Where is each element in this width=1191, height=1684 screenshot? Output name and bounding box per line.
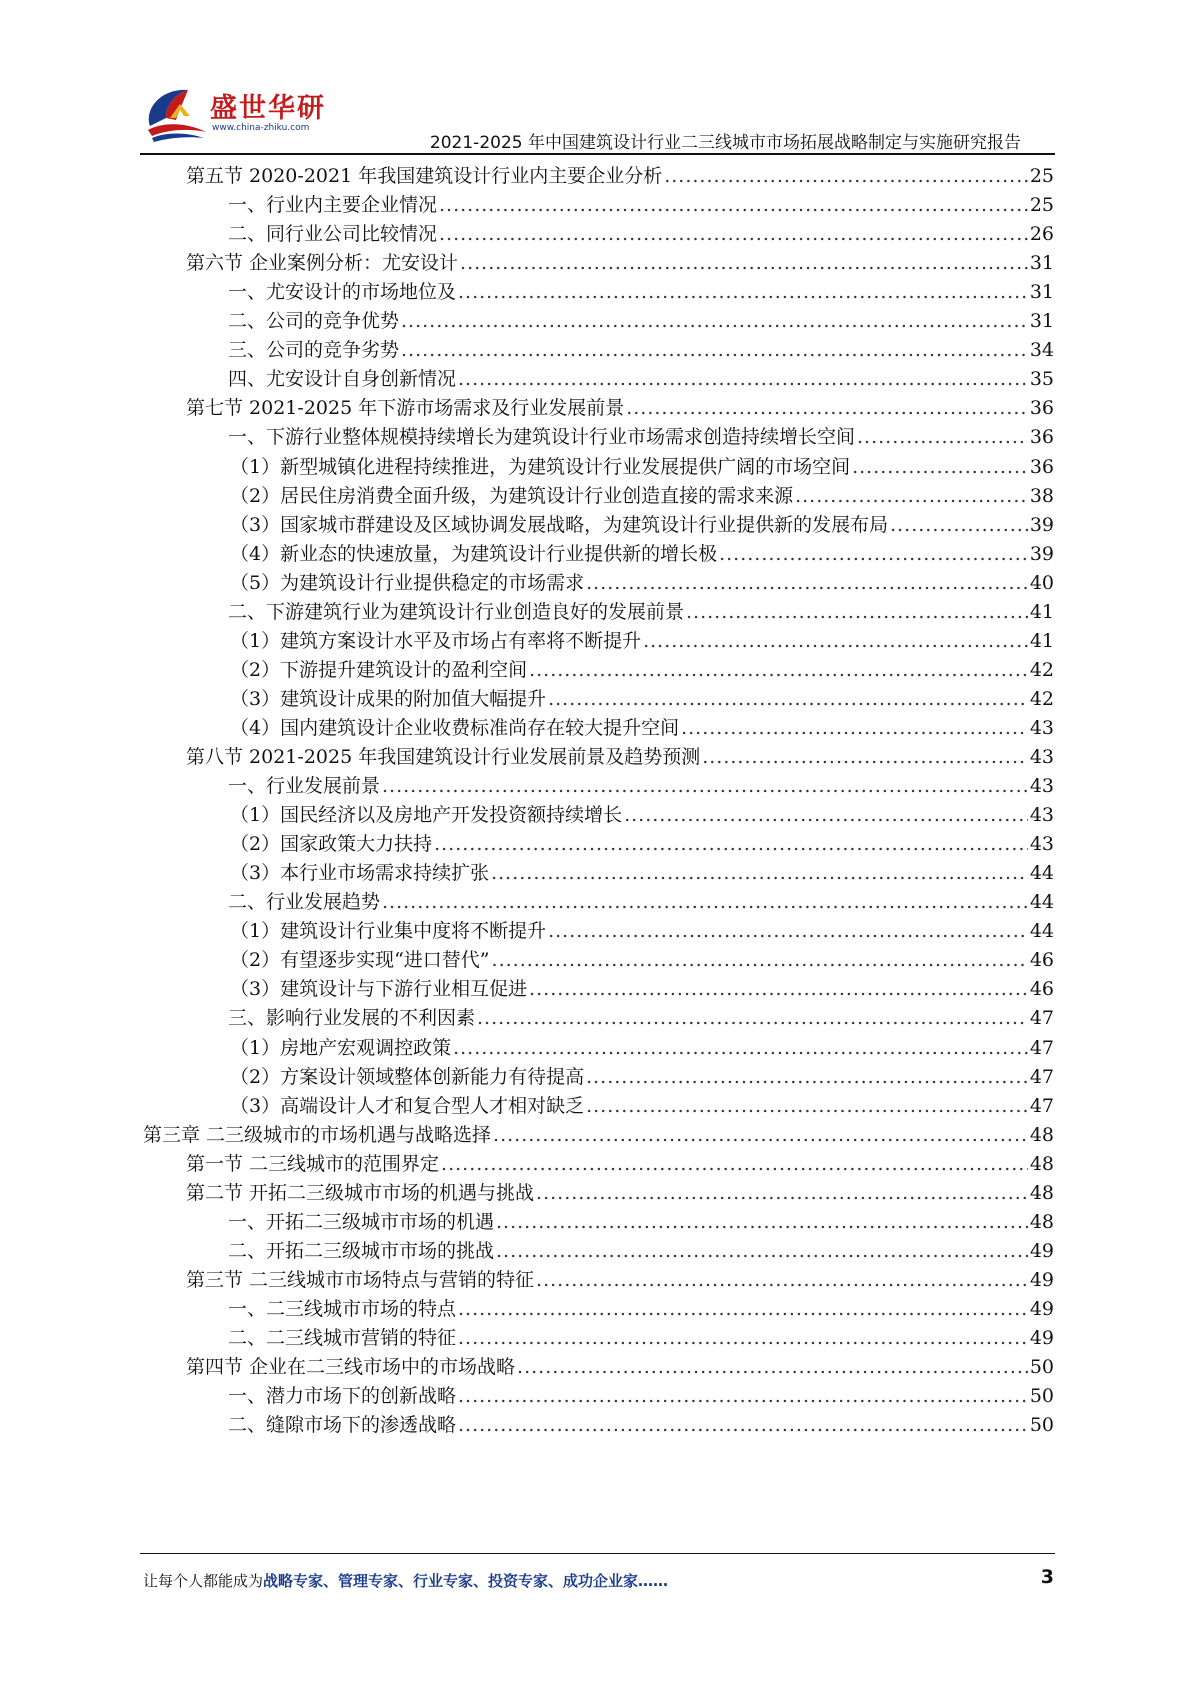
toc-entry-title: 三、公司的竞争劣势 xyxy=(228,339,400,362)
toc-leader-dots xyxy=(517,1352,1028,1382)
toc-leader-dots xyxy=(536,1178,1028,1208)
toc-entry[interactable] xyxy=(230,974,1054,1004)
toc-leader-dots xyxy=(458,1410,1028,1440)
toc-leader-dots xyxy=(434,829,1028,859)
toc-entry[interactable] xyxy=(228,335,1054,365)
toc-entry-title: （3）建筑设计成果的附加值大幅提升 xyxy=(230,687,547,710)
footer-slogan xyxy=(143,1570,668,1591)
toc-entry-title: 一、下游行业整体规模持续增长为建筑设计行业市场需求创造持续增长空间 xyxy=(228,426,856,449)
toc-entry[interactable] xyxy=(228,422,1054,452)
toc-leader-dots xyxy=(458,1294,1028,1324)
toc-leader-dots xyxy=(586,1091,1028,1121)
toc-entry-page: 50 xyxy=(1029,1356,1054,1379)
toc-entry[interactable] xyxy=(186,1352,1054,1382)
toc-entry-title: 第八节 2021-2025 年我国建筑设计行业发展前景及趋势预测 xyxy=(186,746,701,768)
toc-entry-page: 48 xyxy=(1029,1123,1054,1146)
slogan-prefix: 让每个人都能成为 xyxy=(143,1572,264,1590)
toc-entry-page: 47 xyxy=(1029,1036,1054,1059)
toc-entry-title: （3）本行业市场需求持续扩张 xyxy=(230,862,490,885)
toc-entry-page: 43 xyxy=(1029,804,1054,827)
toc-leader-dots xyxy=(548,684,1028,714)
toc-entry-page: 39 xyxy=(1029,542,1054,565)
toc-leader-dots xyxy=(439,190,1028,220)
toc-entry-title: 二、同行业公司比较情况 xyxy=(228,223,438,246)
toc-entry-page: 42 xyxy=(1029,687,1054,710)
toc-entry[interactable] xyxy=(228,219,1054,249)
toc-entry-page: 31 xyxy=(1029,310,1054,333)
toc-entry[interactable] xyxy=(228,1381,1054,1411)
toc-entry-page: 44 xyxy=(1029,862,1054,885)
toc-entry[interactable] xyxy=(230,916,1054,946)
toc-entry[interactable] xyxy=(230,626,1054,656)
toc-leader-dots xyxy=(492,945,1028,975)
toc-leader-dots xyxy=(536,1265,1028,1295)
toc-entry-page: 25 xyxy=(1029,165,1054,187)
toc-entry[interactable] xyxy=(228,277,1054,307)
toc-entry-title: （2）下游提升建筑设计的盈利空间 xyxy=(230,658,528,681)
toc-entry-page: 31 xyxy=(1029,252,1054,275)
toc-leader-dots xyxy=(702,742,1028,772)
toc-entry-page: 43 xyxy=(1029,716,1054,739)
toc-leader-dots xyxy=(477,1003,1028,1033)
toc-leader-dots xyxy=(664,161,1028,191)
toc-entry-page: 49 xyxy=(1029,1239,1054,1262)
toc-entry-page: 31 xyxy=(1029,281,1054,304)
toc-leader-dots xyxy=(496,1236,1028,1266)
toc-leader-dots xyxy=(681,713,1028,743)
toc-entry-title: （2）居民住房消费全面升级，为建筑设计行业创造直接的需求来源 xyxy=(230,484,794,507)
toc-entry-title: 一、行业内主要企业情况 xyxy=(228,194,438,217)
toc-leader-dots xyxy=(624,800,1028,830)
toc-entry-title: 二、缝隙市场下的渗透战略 xyxy=(228,1414,457,1437)
toc-entry-page: 49 xyxy=(1029,1327,1054,1349)
toc-leader-dots xyxy=(458,364,1028,394)
toc-entry-title: 第三节 二三线城市市场特点与营销的特征 xyxy=(186,1268,535,1291)
toc-entry[interactable] xyxy=(230,655,1054,685)
toc-entry-title: 二、开拓二三级城市市场的挑战 xyxy=(228,1239,495,1262)
header-divider xyxy=(140,153,1055,155)
toc-leader-dots xyxy=(586,568,1028,598)
toc-leader-dots xyxy=(458,277,1028,307)
toc-leader-dots xyxy=(441,1149,1028,1179)
toc-entry-page: 47 xyxy=(1029,1065,1054,1088)
toc-entry-title: 三、影响行业发展的不利因素 xyxy=(228,1007,476,1030)
toc-entry-title: 一、开拓二三级城市市场的机遇 xyxy=(228,1210,495,1233)
toc-leader-dots xyxy=(795,481,1028,511)
toc-entry-page: 44 xyxy=(1029,920,1054,943)
toc-leader-dots xyxy=(548,916,1028,946)
toc-entry-page: 46 xyxy=(1029,949,1054,972)
toc-entry[interactable] xyxy=(230,1091,1054,1121)
toc-entry-page: 46 xyxy=(1029,978,1054,1001)
toc-entry-page: 41 xyxy=(1029,629,1054,652)
toc-entry[interactable] xyxy=(228,1003,1054,1033)
toc-entry-title: （2）方案设计领域整体创新能力有待提高 xyxy=(230,1065,585,1088)
toc-entry-title: （1）建筑设计行业集中度将不断提升 xyxy=(230,920,547,943)
toc-entry-page: 42 xyxy=(1029,658,1054,681)
toc-entry-page: 47 xyxy=(1029,1007,1054,1030)
toc-entry-title: （1）国民经济以及房地产开发投资额持续增长 xyxy=(230,804,623,827)
logo-swoosh-icon xyxy=(140,78,210,148)
toc-entry-title: （1）建筑方案设计水平及市场占有率将不断提升 xyxy=(230,629,642,652)
toc-entry-title: 第五节 2020-2021 年我国建筑设计行业内主要企业分析 xyxy=(186,165,663,187)
toc-leader-dots xyxy=(529,974,1028,1004)
toc-entry-page: 35 xyxy=(1029,368,1054,391)
toc-entry[interactable] xyxy=(186,393,1054,423)
toc-entry[interactable] xyxy=(230,858,1054,888)
toc-entry[interactable] xyxy=(230,1033,1054,1063)
toc-entry[interactable] xyxy=(230,800,1054,830)
toc-entry[interactable] xyxy=(228,887,1054,917)
toc-entry[interactable] xyxy=(186,161,1054,191)
page-header xyxy=(0,0,1191,153)
toc-entry-page: 48 xyxy=(1029,1181,1054,1204)
toc-entry-page: 48 xyxy=(1029,1210,1054,1233)
toc-entry[interactable] xyxy=(228,597,1054,627)
toc-entry-page: 50 xyxy=(1029,1414,1054,1437)
toc-entry[interactable] xyxy=(186,248,1054,278)
toc-entry-title: 第一节 二三线城市的范围界定 xyxy=(186,1152,440,1175)
toc-entry-title: （4）国内建筑设计企业收费标准尚存在较大提升空间 xyxy=(230,716,680,739)
page-number: 3 xyxy=(1040,1566,1054,1588)
toc-entry-title: 第七节 2021-2025 年下游市场需求及行业发展前景 xyxy=(186,397,625,420)
toc-entry-title: 一、二三线城市市场的特点 xyxy=(228,1297,457,1320)
toc-entry-page: 26 xyxy=(1029,223,1054,246)
toc-entry[interactable] xyxy=(186,1178,1054,1208)
toc-entry-page: 36 xyxy=(1029,426,1054,449)
toc-leader-dots xyxy=(852,452,1028,482)
toc-entry[interactable] xyxy=(230,568,1054,598)
toc-entry-page: 36 xyxy=(1029,455,1054,478)
toc-entry[interactable] xyxy=(230,539,1054,569)
toc-entry[interactable] xyxy=(230,684,1054,714)
toc-leader-dots xyxy=(382,771,1028,801)
toc-entry-page: 50 xyxy=(1029,1385,1054,1408)
toc-entry-page: 43 xyxy=(1029,833,1054,856)
slogan-highlight: 战略专家、管理专家、行业专家、投资专家、成功企业家…… xyxy=(263,1572,669,1590)
toc-entry[interactable] xyxy=(143,1120,1054,1150)
toc-entry-title: 二、公司的竞争优势 xyxy=(228,310,400,333)
toc-leader-dots xyxy=(686,597,1028,627)
toc-entry-page: 40 xyxy=(1029,571,1054,594)
toc-entry-page: 43 xyxy=(1029,746,1054,768)
toc-entry-title: 一、潜力市场下的创新战略 xyxy=(228,1385,457,1408)
toc-entry-title: 第六节 企业案例分析：尤安设计 xyxy=(186,252,459,275)
toc-leader-dots xyxy=(458,1381,1028,1411)
toc-entry[interactable] xyxy=(230,481,1054,511)
toc-entry[interactable] xyxy=(228,306,1054,336)
toc-leader-dots xyxy=(401,335,1028,365)
toc-entry-title: 四、尤安设计自身创新情况 xyxy=(228,368,457,391)
toc-entry[interactable] xyxy=(228,1294,1054,1324)
toc-entry-page: 48 xyxy=(1029,1152,1054,1175)
toc-entry-page: 49 xyxy=(1029,1297,1054,1320)
toc-entry-page: 25 xyxy=(1029,194,1054,217)
toc-entry[interactable] xyxy=(228,190,1054,220)
toc-entry-page: 39 xyxy=(1029,513,1054,536)
toc-entry[interactable] xyxy=(230,713,1054,743)
toc-entry-title: （2）有望逐步实现“进口替代” xyxy=(230,949,490,972)
toc-entry-page: 49 xyxy=(1029,1268,1054,1291)
toc-leader-dots xyxy=(890,510,1028,540)
company-logo xyxy=(140,78,360,148)
toc-entry-page: 47 xyxy=(1029,1094,1054,1117)
toc-entry-page: 38 xyxy=(1029,484,1054,507)
toc-entry[interactable] xyxy=(230,945,1054,975)
toc-entry-title: 第二节 开拓二三级城市市场的机遇与挑战 xyxy=(186,1181,535,1204)
footer-divider xyxy=(140,1553,1055,1554)
toc-leader-dots xyxy=(719,539,1028,569)
toc-entry-title: （3）高端设计人才和复合型人才相对缺乏 xyxy=(230,1094,585,1117)
logo-url: www.china-zhiku.com xyxy=(212,123,310,133)
toc-entry-title: 二、二三线城市营销的特征 xyxy=(228,1327,457,1349)
toc-entry[interactable] xyxy=(230,829,1054,859)
toc-leader-dots xyxy=(491,858,1028,888)
toc-leader-dots xyxy=(493,1120,1028,1150)
logo-name: 盛世华研 xyxy=(210,93,326,124)
toc-entry-page: 43 xyxy=(1029,775,1054,798)
toc-entry[interactable] xyxy=(230,452,1054,482)
toc-entry[interactable] xyxy=(228,1323,1054,1353)
toc-entry-title: （1）新型城镇化进程持续推进，为建筑设计行业发展提供广阔的市场空间 xyxy=(230,455,851,478)
toc-entry[interactable] xyxy=(228,1410,1054,1440)
toc-leader-dots xyxy=(529,655,1028,685)
toc-entry-page: 34 xyxy=(1029,339,1054,362)
toc-entry-page: 44 xyxy=(1029,891,1054,914)
toc-entry-title: 一、行业发展前景 xyxy=(228,775,381,798)
toc-leader-dots xyxy=(857,422,1028,452)
toc-entry-title: 一、尤安设计的市场地位及 xyxy=(228,281,457,304)
toc-entry[interactable] xyxy=(230,510,1054,540)
toc-leader-dots xyxy=(586,1062,1028,1092)
toc-entry-title: 第四节 企业在二三线市场中的市场战略 xyxy=(186,1356,516,1379)
toc-entry-title: 二、下游建筑行业为建筑设计行业创造良好的发展前景 xyxy=(228,600,685,623)
toc-entry-page: 36 xyxy=(1029,397,1054,420)
toc-entry[interactable] xyxy=(228,1207,1054,1237)
toc-leader-dots xyxy=(496,1207,1028,1237)
toc-leader-dots xyxy=(401,306,1028,336)
toc-entry-title: （5）为建筑设计行业提供稳定的市场需求 xyxy=(230,571,585,594)
toc-leader-dots xyxy=(453,1033,1028,1063)
toc-leader-dots xyxy=(626,393,1028,423)
toc-entry[interactable] xyxy=(228,1236,1054,1266)
toc-leader-dots xyxy=(439,219,1028,249)
toc-entry-title: （2）国家政策大力扶持 xyxy=(230,833,433,856)
toc-entry[interactable] xyxy=(186,742,1054,772)
toc-entry-title: （3）国家城市群建设及区域协调发展战略，为建筑设计行业提供新的发展布局 xyxy=(230,513,889,536)
toc-entry[interactable] xyxy=(228,364,1054,394)
toc-entry-title: 二、行业发展趋势 xyxy=(228,891,381,914)
toc-entry-title: （1）房地产宏观调控政策 xyxy=(230,1036,452,1059)
toc-entry-title: （4）新业态的快速放量，为建筑设计行业提供新的增长极 xyxy=(230,542,718,565)
toc-entry-title: 第三章 二三级城市的市场机遇与战略选择 xyxy=(143,1123,492,1146)
toc-entry[interactable] xyxy=(186,1149,1054,1179)
toc-leader-dots xyxy=(382,887,1028,917)
toc-leader-dots xyxy=(458,1323,1028,1353)
toc-entry[interactable] xyxy=(228,771,1054,801)
toc-entry[interactable] xyxy=(230,1062,1054,1092)
toc-entry-page: 41 xyxy=(1029,600,1054,623)
toc-entry-title: （3）建筑设计与下游行业相互促进 xyxy=(230,978,528,1001)
report-title: 2021-2025 年中国建筑设计行业二三线城市市场拓展战略制定与实施研究报告 xyxy=(429,133,1021,153)
toc-entry[interactable] xyxy=(186,1265,1054,1295)
toc-leader-dots xyxy=(460,248,1028,278)
toc-leader-dots xyxy=(643,626,1028,656)
